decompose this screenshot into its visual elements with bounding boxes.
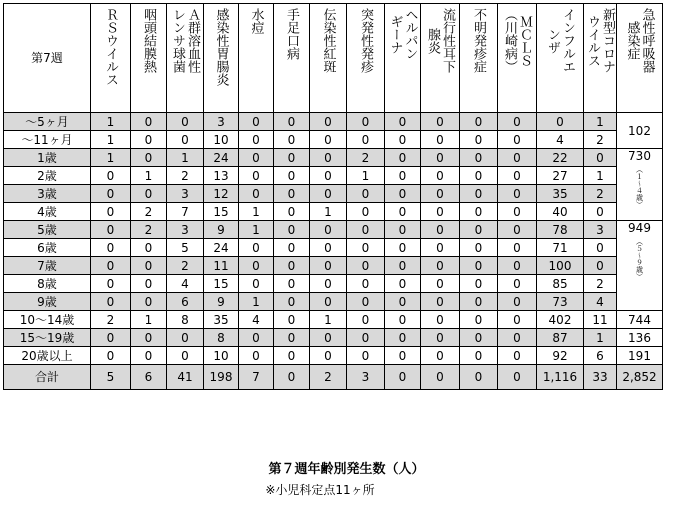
table-cell: 35 [537, 185, 584, 203]
acute-respiratory-cell [617, 329, 663, 347]
table-cell: 0 [460, 329, 498, 347]
table-cell: 0 [131, 293, 167, 311]
table-cell: 0 [239, 185, 274, 203]
column-header [239, 4, 274, 113]
column-header-label: 咽頭結膜熱 [141, 8, 156, 73]
age-group-label: 20歳以上 [4, 347, 91, 365]
table-cell: 0 [274, 221, 310, 239]
table-cell: 11 [584, 311, 617, 329]
column-header [91, 4, 131, 113]
column-header [537, 4, 584, 113]
table-cell: 15 [204, 275, 239, 293]
table-cell: 0 [167, 347, 204, 365]
column-header [498, 4, 537, 113]
table-cell: 24 [204, 239, 239, 257]
table-cell: 0 [460, 131, 498, 149]
table-cell: 0 [460, 347, 498, 365]
acute-respiratory-cell [617, 113, 663, 149]
table-cell: 0 [498, 113, 537, 131]
table-cell: 0 [498, 239, 537, 257]
table-cell: 0 [167, 113, 204, 131]
column-header [167, 4, 204, 113]
table-cell: 0 [239, 257, 274, 275]
age-group-label: 9歳 [4, 293, 91, 311]
table-cell: 0 [131, 257, 167, 275]
table-cell: 9 [204, 293, 239, 311]
column-header-label: 流行性耳下 腺炎 [425, 8, 455, 73]
table-cell: 4 [537, 131, 584, 149]
table-row [4, 329, 663, 347]
table-cell: 13 [204, 167, 239, 185]
table-cell: 1 [584, 167, 617, 185]
table-cell: 0 [460, 221, 498, 239]
table-cell: 0 [91, 293, 131, 311]
table-cell: 0 [421, 293, 460, 311]
column-header-label: ＲＳウイルス [103, 8, 118, 86]
table-cell: 0 [421, 329, 460, 347]
table-cell: 0 [460, 293, 498, 311]
table-cell: 0 [347, 347, 385, 365]
age-group-label: 2歳 [4, 167, 91, 185]
table-cell: 0 [460, 167, 498, 185]
table-cell: 0 [310, 329, 347, 347]
table-row [4, 221, 663, 239]
table-cell: 1 [347, 167, 385, 185]
table-cell: 0 [460, 185, 498, 203]
table-cell: 9 [204, 221, 239, 239]
table-cell: 2 [584, 131, 617, 149]
table-cell: 2 [131, 203, 167, 221]
table-cell: 0 [385, 257, 421, 275]
table-cell: 0 [498, 257, 537, 275]
table-cell: 0 [421, 257, 460, 275]
table-cell: 0 [460, 113, 498, 131]
age-group-label: ～11ヶ月 [4, 131, 91, 149]
table-cell: 0 [239, 131, 274, 149]
table-cell: 0 [239, 167, 274, 185]
table-cell: 0 [131, 329, 167, 347]
column-header [385, 4, 421, 113]
table-cell: 0 [347, 293, 385, 311]
column-header [584, 4, 617, 113]
table-cell: 0 [131, 131, 167, 149]
total-cell: 0 [460, 365, 498, 390]
table-cell: 0 [460, 257, 498, 275]
table-cell: 0 [385, 275, 421, 293]
column-header [274, 4, 310, 113]
table-cell: 0 [347, 113, 385, 131]
table-cell: 1 [91, 131, 131, 149]
table-cell: 2 [131, 221, 167, 239]
table-cell: 0 [131, 185, 167, 203]
table-cell: 0 [274, 239, 310, 257]
table-cell: 100 [537, 257, 584, 275]
table-cell: 2 [91, 311, 131, 329]
total-cell: 1,116 [537, 365, 584, 390]
table-cell: 0 [274, 329, 310, 347]
table-cell: 0 [498, 149, 537, 167]
table-cell: 0 [385, 347, 421, 365]
table-cell: 2 [167, 257, 204, 275]
table-cell: 24 [204, 149, 239, 167]
table-cell: 0 [421, 149, 460, 167]
table-cell: 0 [347, 257, 385, 275]
table-cell: 10 [204, 347, 239, 365]
table-cell: 0 [347, 239, 385, 257]
table-cell: 0 [274, 257, 310, 275]
table-cell: 0 [310, 149, 347, 167]
table-row [4, 203, 663, 221]
table-cell: 0 [239, 113, 274, 131]
table-cell: 0 [498, 275, 537, 293]
table-cell: 4 [167, 275, 204, 293]
table-cell: 27 [537, 167, 584, 185]
table-cell: 0 [347, 203, 385, 221]
table-cell: 0 [131, 239, 167, 257]
table-cell: 0 [310, 185, 347, 203]
table-cell: 0 [274, 311, 310, 329]
table-cell: 0 [421, 185, 460, 203]
table-cell: 0 [274, 131, 310, 149]
age-group-label: 4歳 [4, 203, 91, 221]
total-cell: 33 [584, 365, 617, 390]
acute-respiratory-age-range: （５～９歳） [635, 238, 644, 280]
total-cell: 6 [131, 365, 167, 390]
total-cell: 7 [239, 365, 274, 390]
table-cell: 15 [204, 203, 239, 221]
table-cell: 40 [537, 203, 584, 221]
table-cell: 0 [310, 167, 347, 185]
acute-respiratory-value: 949 [628, 221, 651, 235]
table-cell: 71 [537, 239, 584, 257]
table-cell: 0 [460, 149, 498, 167]
table-cell: 10 [204, 131, 239, 149]
table-cell: 0 [421, 239, 460, 257]
table-cell: 73 [537, 293, 584, 311]
table-cell: 0 [239, 149, 274, 167]
column-header-label: 手足口病 [284, 8, 299, 60]
age-group-label: 7歳 [4, 257, 91, 275]
table-cell: 0 [385, 293, 421, 311]
column-header [310, 4, 347, 113]
table-cell: 1 [167, 149, 204, 167]
acute-respiratory-cell [617, 149, 663, 221]
total-label: 合計 [4, 365, 91, 390]
table-cell: 0 [498, 185, 537, 203]
table-cell: 0 [498, 131, 537, 149]
header-row [4, 4, 663, 113]
table-cell: 0 [274, 167, 310, 185]
table-cell: 0 [274, 293, 310, 311]
column-header-label: 新型コロナ ウイルス [585, 8, 615, 73]
table-cell: 0 [498, 311, 537, 329]
table-cell: 0 [584, 203, 617, 221]
table-cell: 1 [239, 293, 274, 311]
table-cell: 0 [239, 275, 274, 293]
column-header-label: 不明発疹症 [471, 8, 486, 73]
table-cell: 0 [239, 239, 274, 257]
caption-note: ※小児科定点11ヶ所 [265, 483, 375, 497]
table-cell: 1 [584, 113, 617, 131]
age-group-label: 1歳 [4, 149, 91, 167]
acute-respiratory-cell [617, 347, 663, 365]
column-header-label: ヘルパン ギーナ [387, 8, 418, 60]
acute-respiratory-value: 136 [628, 331, 651, 345]
table-cell: 0 [460, 239, 498, 257]
table-cell: 85 [537, 275, 584, 293]
total-cell: 198 [204, 365, 239, 390]
table-cell: 0 [91, 257, 131, 275]
table-cell: 0 [460, 203, 498, 221]
table-row [4, 113, 663, 131]
table-cell: 5 [167, 239, 204, 257]
table-cell: 0 [274, 347, 310, 365]
table-cell: 1 [239, 221, 274, 239]
table-cell: 0 [498, 167, 537, 185]
table-row [4, 293, 663, 311]
table-cell: 0 [460, 311, 498, 329]
table-cell: 0 [131, 113, 167, 131]
table-cell: 402 [537, 311, 584, 329]
table-cell: 0 [91, 329, 131, 347]
table-cell: 3 [167, 221, 204, 239]
table-cell: 3 [204, 113, 239, 131]
table-cell: 0 [347, 221, 385, 239]
table-cell: 1 [584, 329, 617, 347]
acute-respiratory-value: 191 [628, 349, 651, 363]
table-cell: 0 [498, 203, 537, 221]
table-cell: 0 [421, 311, 460, 329]
column-header-label: 感染性胃腸炎 [213, 8, 229, 86]
table-cell: 0 [310, 131, 347, 149]
table-row [4, 239, 663, 257]
total-row [4, 365, 663, 390]
table-cell: 0 [584, 149, 617, 167]
table-cell: 0 [421, 203, 460, 221]
report-sheet [3, 3, 663, 390]
table-cell: 0 [421, 113, 460, 131]
table-cell: 2 [584, 185, 617, 203]
table-cell: 87 [537, 329, 584, 347]
table-row [4, 185, 663, 203]
table-cell: 0 [347, 185, 385, 203]
table-cell: 22 [537, 149, 584, 167]
table-cell: 1 [310, 311, 347, 329]
table-cell: 0 [347, 275, 385, 293]
table-body [4, 113, 663, 390]
table-cell: 0 [310, 221, 347, 239]
table-cell: 0 [239, 347, 274, 365]
table-cell: 0 [310, 257, 347, 275]
table-cell: 0 [460, 275, 498, 293]
table-cell: 0 [498, 347, 537, 365]
table-cell: 0 [91, 275, 131, 293]
column-header-label: 急性呼吸器 感染症 [624, 8, 655, 73]
table-cell: 0 [498, 329, 537, 347]
table-cell: 0 [421, 275, 460, 293]
column-header [460, 4, 498, 113]
total-cell: 3 [347, 365, 385, 390]
table-cell: 0 [91, 185, 131, 203]
table-cell: 0 [385, 221, 421, 239]
table-cell: 0 [91, 203, 131, 221]
table-row [4, 131, 663, 149]
table-cell: 0 [310, 347, 347, 365]
column-header [617, 4, 663, 113]
age-group-label: 6歳 [4, 239, 91, 257]
table-cell: 1 [91, 113, 131, 131]
total-cell: 0 [385, 365, 421, 390]
table-cell: 0 [274, 149, 310, 167]
table-row [4, 275, 663, 293]
table-cell: 0 [131, 347, 167, 365]
column-header-label: 伝染性紅斑 [320, 8, 336, 73]
table-cell: 0 [274, 203, 310, 221]
weekly-cases-table [3, 3, 663, 390]
total-cell: 0 [498, 365, 537, 390]
table-cell: 2 [347, 149, 385, 167]
table-cell: 0 [347, 329, 385, 347]
table-cell: 1 [239, 203, 274, 221]
acute-respiratory-value: 102 [628, 124, 651, 138]
table-cell: 4 [584, 293, 617, 311]
table-cell: 78 [537, 221, 584, 239]
age-group-label: 15～19歳 [4, 329, 91, 347]
acute-respiratory-cell [617, 311, 663, 329]
table-cell: 0 [274, 185, 310, 203]
column-header-label: ＭＣＬＳ （川崎病） [502, 8, 532, 73]
table-cell: 0 [498, 221, 537, 239]
table-cell: 2 [167, 167, 204, 185]
table-cell: 6 [584, 347, 617, 365]
table-cell: 0 [385, 203, 421, 221]
table-cell: 0 [498, 293, 537, 311]
table-cell: 0 [91, 221, 131, 239]
table-cell: 0 [385, 131, 421, 149]
table-cell: 0 [537, 113, 584, 131]
week-label: 第7週 [4, 4, 91, 113]
table-cell: 0 [310, 239, 347, 257]
column-header [204, 4, 239, 113]
table-cell: 4 [239, 311, 274, 329]
table-cell: 0 [421, 221, 460, 239]
table-cell: 0 [385, 185, 421, 203]
column-header-label: 水痘 [248, 8, 264, 34]
table-cell: 0 [421, 167, 460, 185]
column-header-label: インフルエ ンザ [545, 8, 575, 73]
table-cell: 0 [347, 311, 385, 329]
table-cell: 0 [274, 275, 310, 293]
total-cell: 0 [274, 365, 310, 390]
total-cell: 2 [310, 365, 347, 390]
table-cell: 0 [167, 329, 204, 347]
table-cell: 1 [131, 311, 167, 329]
acute-respiratory-value: 730 [628, 149, 651, 163]
table-cell: 35 [204, 311, 239, 329]
table-cell: 1 [131, 167, 167, 185]
total-cell: 41 [167, 365, 204, 390]
total-cell: 5 [91, 365, 131, 390]
column-header [347, 4, 385, 113]
column-header [131, 4, 167, 113]
caption-title: 第７週年齢別発生数（人） [268, 462, 425, 477]
table-cell: 0 [385, 329, 421, 347]
table-cell: 0 [310, 293, 347, 311]
table-cell: 8 [167, 311, 204, 329]
total-cell: 2,852 [617, 365, 663, 390]
column-header-label: 突発性発疹 [358, 8, 373, 73]
table-cell: 0 [385, 239, 421, 257]
age-group-label: ～5ヶ月 [4, 113, 91, 131]
table-cell: 0 [91, 347, 131, 365]
table-cell: 0 [274, 113, 310, 131]
table-cell: 0 [385, 167, 421, 185]
table-cell: 0 [310, 275, 347, 293]
table-cell: 0 [584, 239, 617, 257]
table-row [4, 257, 663, 275]
age-group-label: 10～14歳 [4, 311, 91, 329]
table-cell: 0 [385, 113, 421, 131]
column-header [421, 4, 460, 113]
age-group-label: 8歳 [4, 275, 91, 293]
column-header-label: Ａ群溶血性 レンサ球菌 [170, 8, 200, 73]
table-row [4, 311, 663, 329]
table-cell: 2 [584, 275, 617, 293]
table-cell: 0 [167, 131, 204, 149]
table-cell: 0 [131, 149, 167, 167]
table-cell: 0 [91, 239, 131, 257]
table-row [4, 347, 663, 365]
table-cell: 0 [310, 113, 347, 131]
table-cell: 8 [204, 329, 239, 347]
table-cell: 0 [239, 329, 274, 347]
table-cell: 7 [167, 203, 204, 221]
table-cell: 1 [91, 149, 131, 167]
table-row [4, 167, 663, 185]
table-cell: 0 [385, 149, 421, 167]
table-cell: 0 [584, 257, 617, 275]
table-cell: 0 [91, 167, 131, 185]
table-row [4, 149, 663, 167]
age-group-label: 3歳 [4, 185, 91, 203]
acute-respiratory-cell [617, 221, 663, 311]
table-cell: 0 [347, 131, 385, 149]
table-cell: 6 [167, 293, 204, 311]
acute-respiratory-value: 744 [628, 313, 651, 327]
table-cell: 0 [385, 311, 421, 329]
table-cell: 0 [131, 275, 167, 293]
table-cell: 11 [204, 257, 239, 275]
table-cell: 1 [310, 203, 347, 221]
table-cell: 0 [421, 131, 460, 149]
table-cell: 92 [537, 347, 584, 365]
table-cell: 12 [204, 185, 239, 203]
age-group-label: 5歳 [4, 221, 91, 239]
total-cell: 0 [421, 365, 460, 390]
table-cell: 0 [421, 347, 460, 365]
table-cell: 3 [584, 221, 617, 239]
table-cell: 3 [167, 185, 204, 203]
acute-respiratory-age-range: （１～４歳） [635, 166, 644, 208]
